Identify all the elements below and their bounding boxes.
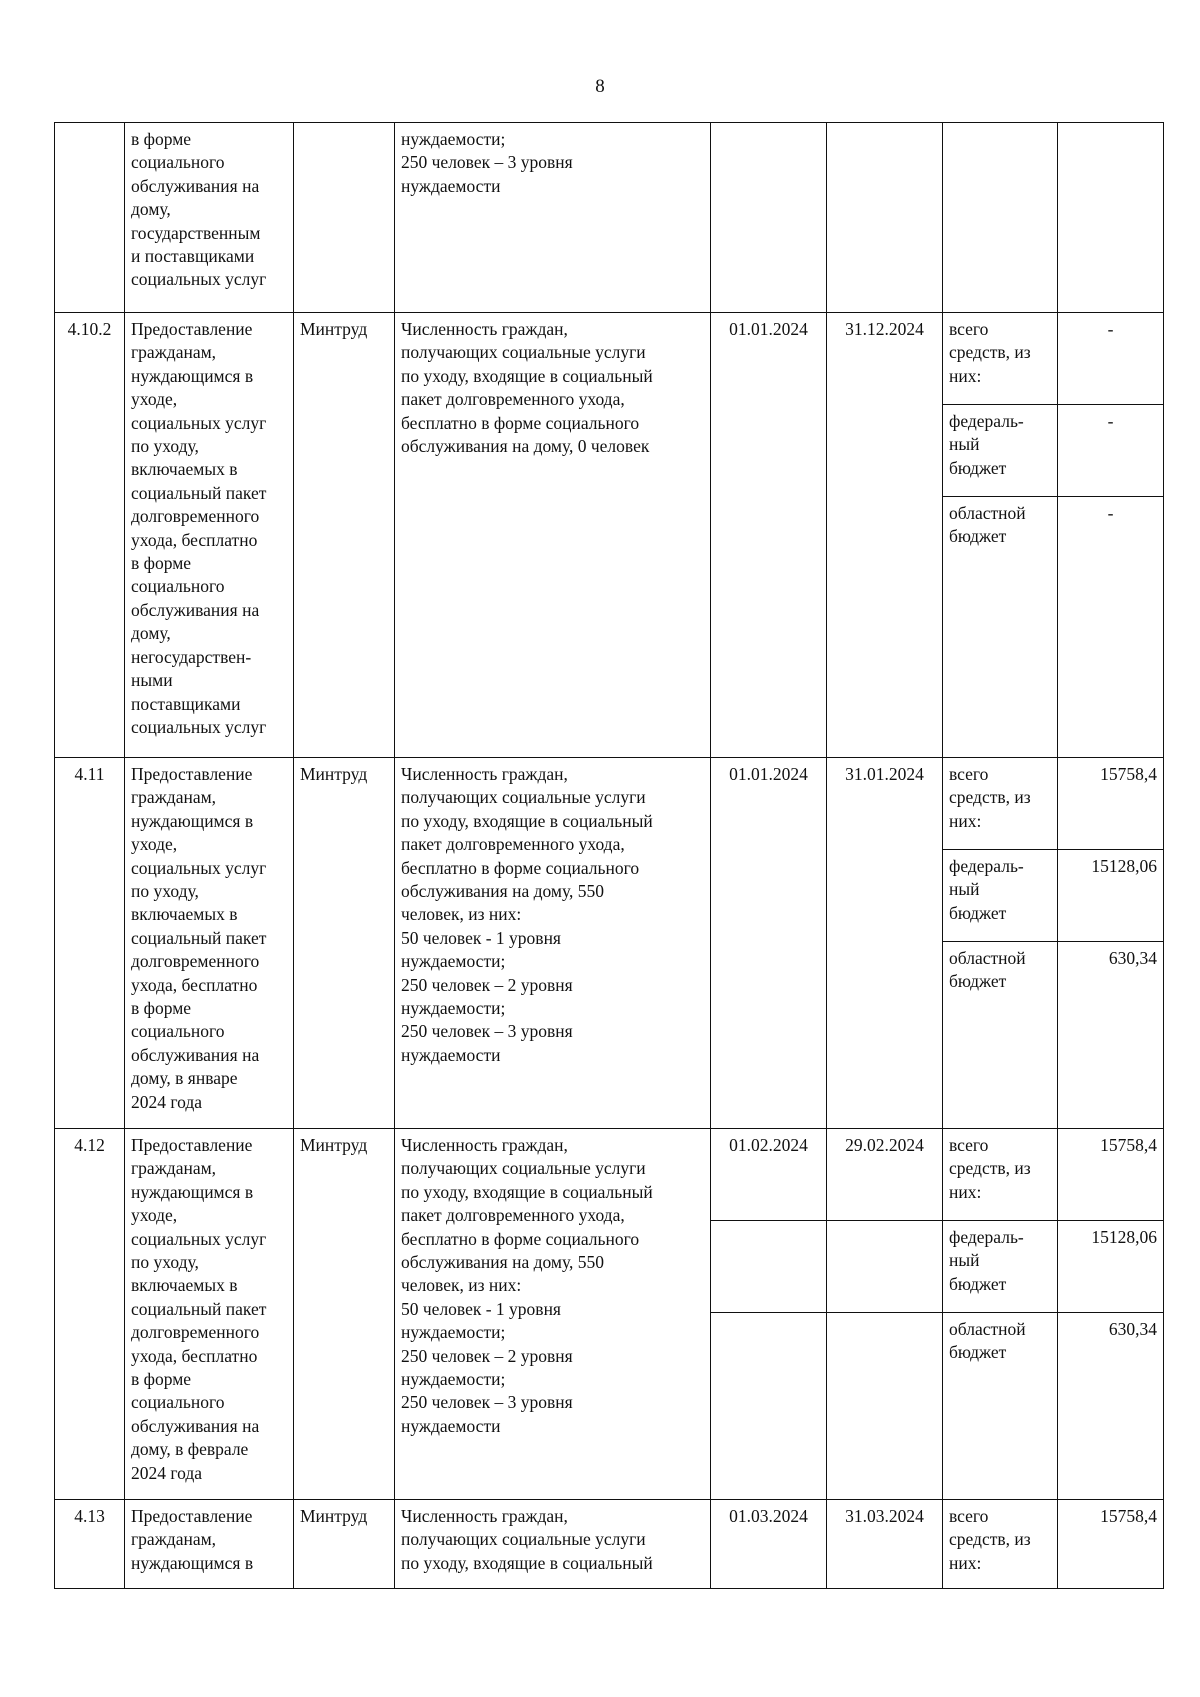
funding-source-total: всего средств, из них: <box>943 758 1058 850</box>
measure-name-cell: Предоставление гражданам, нуждающимся в <box>125 1500 294 1589</box>
funding-source-federal: федераль- ный бюджет <box>943 1221 1058 1313</box>
end-date-cell: 31.12.2024 <box>827 313 943 758</box>
amount-total: 15758,4 <box>1058 1500 1164 1589</box>
end-date-cell: 31.03.2024 <box>827 1500 943 1589</box>
measure-name-cell: в форме социального обслуживания на дому, государственным и поставщиками социальных услуг <box>125 123 294 313</box>
start-date-cell <box>711 1221 827 1313</box>
start-date-cell: 01.01.2024 <box>711 758 827 1129</box>
row-number-cell <box>55 123 125 313</box>
measure-name-cell: Предоставление гражданам, нуждающимся в уходе, социальных услуг по уходу, включаемых в социальный пакет долговременного ухода, бесплатно в форме социального обслуживания на дому, негосударствен- ными поставщиками социальных услуг <box>125 313 294 758</box>
end-date-cell: 31.01.2024 <box>827 758 943 1129</box>
table-row <box>55 313 1164 405</box>
indicator-cell: Численность граждан, получающих социальные услуги по уходу, входящие в социальный пакет долговременного ухода, бесплатно в форме социального обслуживания на дому, 0 человек <box>395 313 711 758</box>
start-date-cell <box>711 1313 827 1500</box>
funding-source-regional: областной бюджет <box>943 497 1058 758</box>
row-number-cell: 4.13 <box>55 1500 125 1589</box>
table-row <box>55 758 1164 850</box>
amount-federal: 15128,06 <box>1058 850 1164 942</box>
table-row <box>55 1129 1164 1221</box>
indicator-cell: нуждаемости; 250 человек – 3 уровня нуждаемости <box>395 123 711 313</box>
start-date-cell: 01.02.2024 <box>711 1129 827 1221</box>
amount-federal: - <box>1058 405 1164 497</box>
page-number: 8 <box>595 76 605 97</box>
executor-cell: Минтруд <box>294 1129 395 1500</box>
row-number-cell: 4.10.2 <box>55 313 125 758</box>
amount-total: 15758,4 <box>1058 758 1164 850</box>
amount-total: 15758,4 <box>1058 1129 1164 1221</box>
executor-cell <box>294 123 395 313</box>
funding-source-total: всего средств, из них: <box>943 1500 1058 1589</box>
measures-table <box>54 122 1164 1589</box>
amount-regional: - <box>1058 497 1164 758</box>
measure-name-cell: Предоставление гражданам, нуждающимся в уходе, социальных услуг по уходу, включаемых в социальный пакет долговременного ухода, бесплатно в форме социального обслуживания на дому, в феврале 2024 года <box>125 1129 294 1500</box>
funding-source-regional: областной бюджет <box>943 942 1058 1129</box>
row-number-cell: 4.11 <box>55 758 125 1129</box>
funding-source-federal: федераль- ный бюджет <box>943 850 1058 942</box>
end-date-cell <box>827 1221 943 1313</box>
funding-source-regional: областной бюджет <box>943 1313 1058 1500</box>
table-row <box>55 1500 1164 1589</box>
end-date-cell <box>827 123 943 313</box>
amount-regional: 630,34 <box>1058 942 1164 1129</box>
measure-name-cell: Предоставление гражданам, нуждающимся в уходе, социальных услуг по уходу, включаемых в социальный пакет долговременного ухода, бесплатно в форме социального обслуживания на дому, в январе 2024 года <box>125 758 294 1129</box>
start-date-cell: 01.01.2024 <box>711 313 827 758</box>
executor-cell: Минтруд <box>294 758 395 1129</box>
table-row <box>55 123 1164 313</box>
end-date-cell <box>827 1313 943 1500</box>
executor-cell: Минтруд <box>294 1500 395 1589</box>
executor-cell: Минтруд <box>294 313 395 758</box>
funding-source-total: всего средств, из них: <box>943 1129 1058 1221</box>
end-date-cell: 29.02.2024 <box>827 1129 943 1221</box>
funding-source-total: всего средств, из них: <box>943 313 1058 405</box>
start-date-cell <box>711 123 827 313</box>
amount-federal: 15128,06 <box>1058 1221 1164 1313</box>
funding-source-cell <box>943 123 1058 313</box>
start-date-cell: 01.03.2024 <box>711 1500 827 1589</box>
indicator-cell: Численность граждан, получающих социальные услуги по уходу, входящие в социальный пакет долговременного ухода, бесплатно в форме социального обслуживания на дому, 550 человек, из них: 50 человек - 1 уровня нуждаемости; 250 человек – 2 уровня нуждаемости; 250 человек – 3 уровня нуждаемости <box>395 758 711 1129</box>
amount-total: - <box>1058 313 1164 405</box>
indicator-cell: Численность граждан, получающих социальные услуги по уходу, входящие в социальный <box>395 1500 711 1589</box>
row-number-cell: 4.12 <box>55 1129 125 1500</box>
indicator-cell: Численность граждан, получающих социальные услуги по уходу, входящие в социальный пакет долговременного ухода, бесплатно в форме социального обслуживания на дому, 550 человек, из них: 50 человек - 1 уровня нуждаемости; 250 человек – 2 уровня нуждаемости; 250 человек – 3 уровня нуждаемости <box>395 1129 711 1500</box>
amount-cell <box>1058 123 1164 313</box>
funding-source-federal: федераль- ный бюджет <box>943 405 1058 497</box>
amount-regional: 630,34 <box>1058 1313 1164 1500</box>
